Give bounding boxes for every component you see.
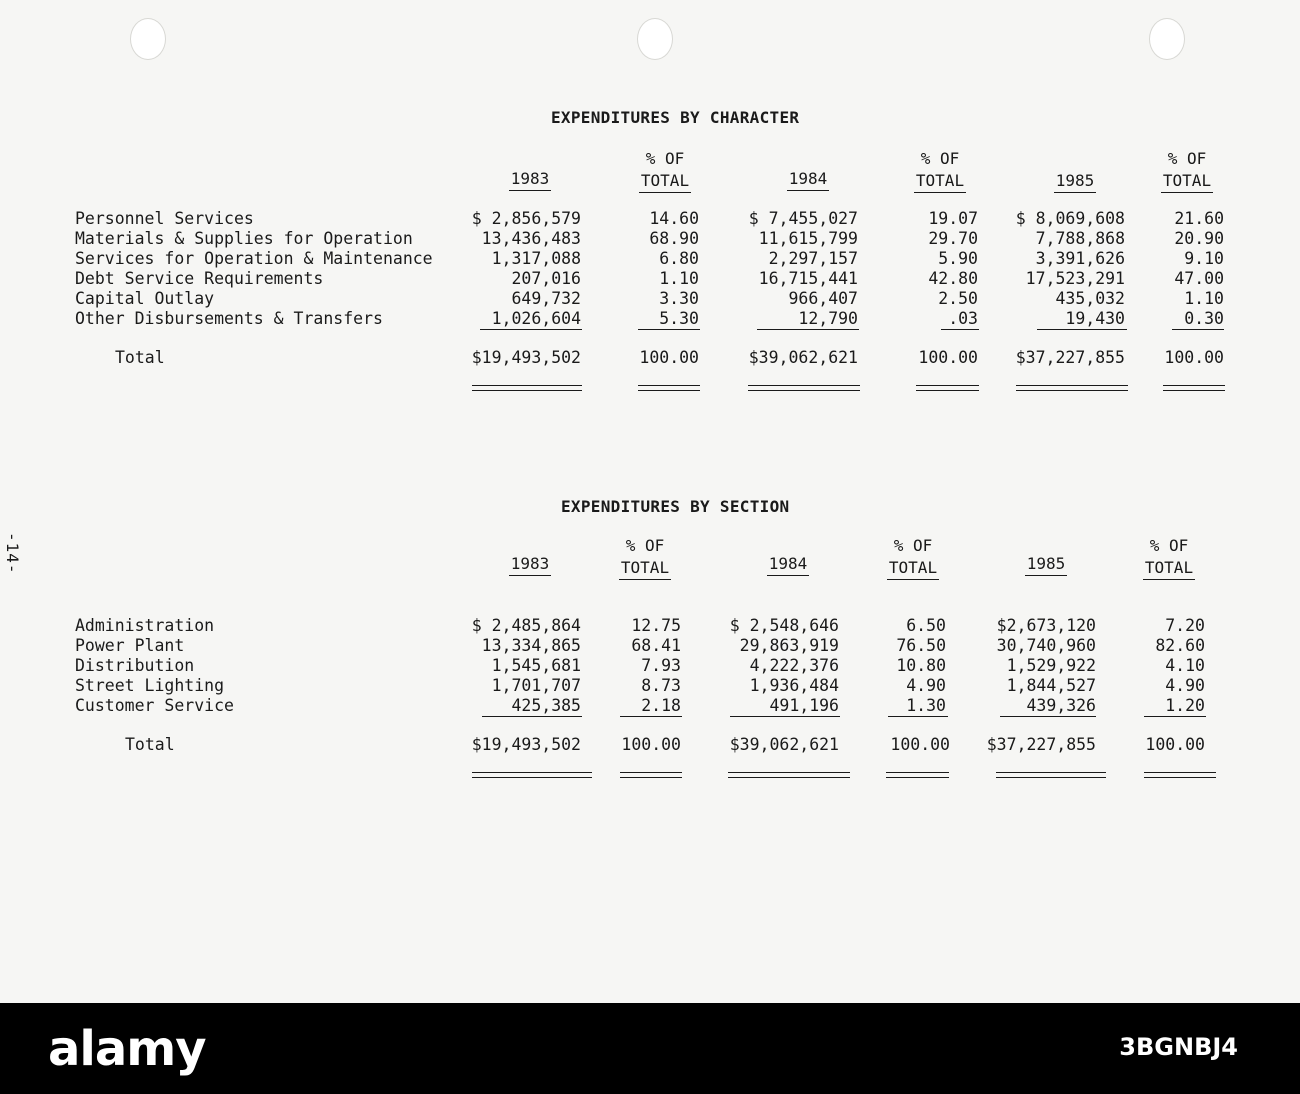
- table-row: Street Lighting 1,701,707 8.73 1,936,484 4.90 1,844,527 4.90: [75, 676, 1205, 695]
- total-double-rule: [1144, 772, 1216, 778]
- punch-hole: [130, 18, 166, 60]
- subtotal-rule: [730, 716, 840, 717]
- subtotal-rule: [757, 329, 859, 330]
- punch-hole: [1149, 18, 1185, 60]
- table-title: EXPENDITURES BY CHARACTER: [551, 108, 800, 127]
- subtotal-rule: [1172, 329, 1224, 330]
- punch-hole: [637, 18, 673, 60]
- column-header-pct-1985: % OF TOTAL: [1134, 535, 1204, 580]
- total-row: Total $19,493,502 100.00 $39,062,621 100.00 $37,227,855 100.00: [115, 348, 1224, 367]
- total-double-rule: [886, 772, 949, 778]
- table-row: Personnel Services $ 2,856,579 14.60 $ 7,455,027 19.07 $ 8,069,608 21.60: [75, 209, 1224, 228]
- total-double-rule: [1163, 385, 1225, 391]
- table-row: Services for Operation & Maintenance 1,317,088 6.80 2,297,157 5.90 3,391,626 9.10: [75, 249, 1224, 268]
- subtotal-rule: [1000, 716, 1096, 717]
- column-header-pct-1985: % OF TOTAL: [1152, 148, 1222, 193]
- table-row: Capital Outlay 649,732 3.30 966,407 2.50 435,032 1.10: [75, 289, 1224, 308]
- column-header-pct-1983: % OF TOTAL: [610, 535, 680, 580]
- subtotal-rule: [482, 716, 582, 717]
- total-double-rule: [1016, 385, 1128, 391]
- subtotal-rule: [941, 329, 979, 330]
- total-double-rule: [916, 385, 979, 391]
- table-row: Administration $ 2,485,864 12.75 $ 2,548,646 6.50 $2,673,120 7.20: [75, 616, 1205, 635]
- total-double-rule: [728, 772, 850, 778]
- table-title: EXPENDITURES BY SECTION: [561, 497, 790, 516]
- subtotal-rule: [888, 716, 948, 717]
- total-double-rule: [620, 772, 682, 778]
- total-double-rule: [472, 772, 592, 778]
- subtotal-rule: [1037, 329, 1127, 330]
- column-header-pct-1984: % OF TOTAL: [905, 148, 975, 193]
- table-row: Distribution 1,545,681 7.93 4,222,376 10.80 1,529,922 4.10: [75, 656, 1205, 675]
- total-double-rule: [748, 385, 860, 391]
- subtotal-rule: [620, 716, 682, 717]
- page-number: -14-: [3, 532, 22, 575]
- table-row: Power Plant 13,334,865 68.41 29,863,919 76.50 30,740,960 82.60: [75, 636, 1205, 655]
- watermark-footer: [0, 1003, 1300, 1094]
- column-header-1983: 1983: [500, 168, 560, 191]
- column-header-1984: 1984: [778, 168, 838, 191]
- column-header-pct-1983: % OF TOTAL: [630, 148, 700, 193]
- table-row: Customer Service 425,385 2.18 491,196 1.30 439,326 1.20: [75, 696, 1205, 715]
- subtotal-rule: [1144, 716, 1206, 717]
- table-row: Debt Service Requirements 207,016 1.10 16,715,441 42.80 17,523,291 47.00: [75, 269, 1224, 288]
- image-code: 3BGNBJ4: [1119, 1033, 1238, 1061]
- total-double-rule: [472, 385, 582, 391]
- column-header-1984: 1984: [758, 553, 818, 576]
- total-double-rule: [996, 772, 1106, 778]
- table-row: Other Disbursements & Transfers 1,026,604 5.30 12,790 .03 19,430 0.30: [75, 309, 1224, 328]
- column-header-1983: 1983: [500, 553, 560, 576]
- column-header-1985: 1985: [1016, 553, 1076, 576]
- subtotal-rule: [638, 329, 700, 330]
- brand-logo: alamy: [48, 1021, 206, 1077]
- table-row: Materials & Supplies for Operation 13,436,483 68.90 11,615,799 29.70 7,788,868 20.90: [75, 229, 1224, 248]
- total-row: Total $19,493,502 100.00 $39,062,621 100.00 $37,227,855 100.00: [125, 735, 1205, 754]
- column-header-pct-1984: % OF TOTAL: [878, 535, 948, 580]
- subtotal-rule: [480, 329, 582, 330]
- column-header-1985: 1985: [1045, 170, 1105, 193]
- total-double-rule: [638, 385, 700, 391]
